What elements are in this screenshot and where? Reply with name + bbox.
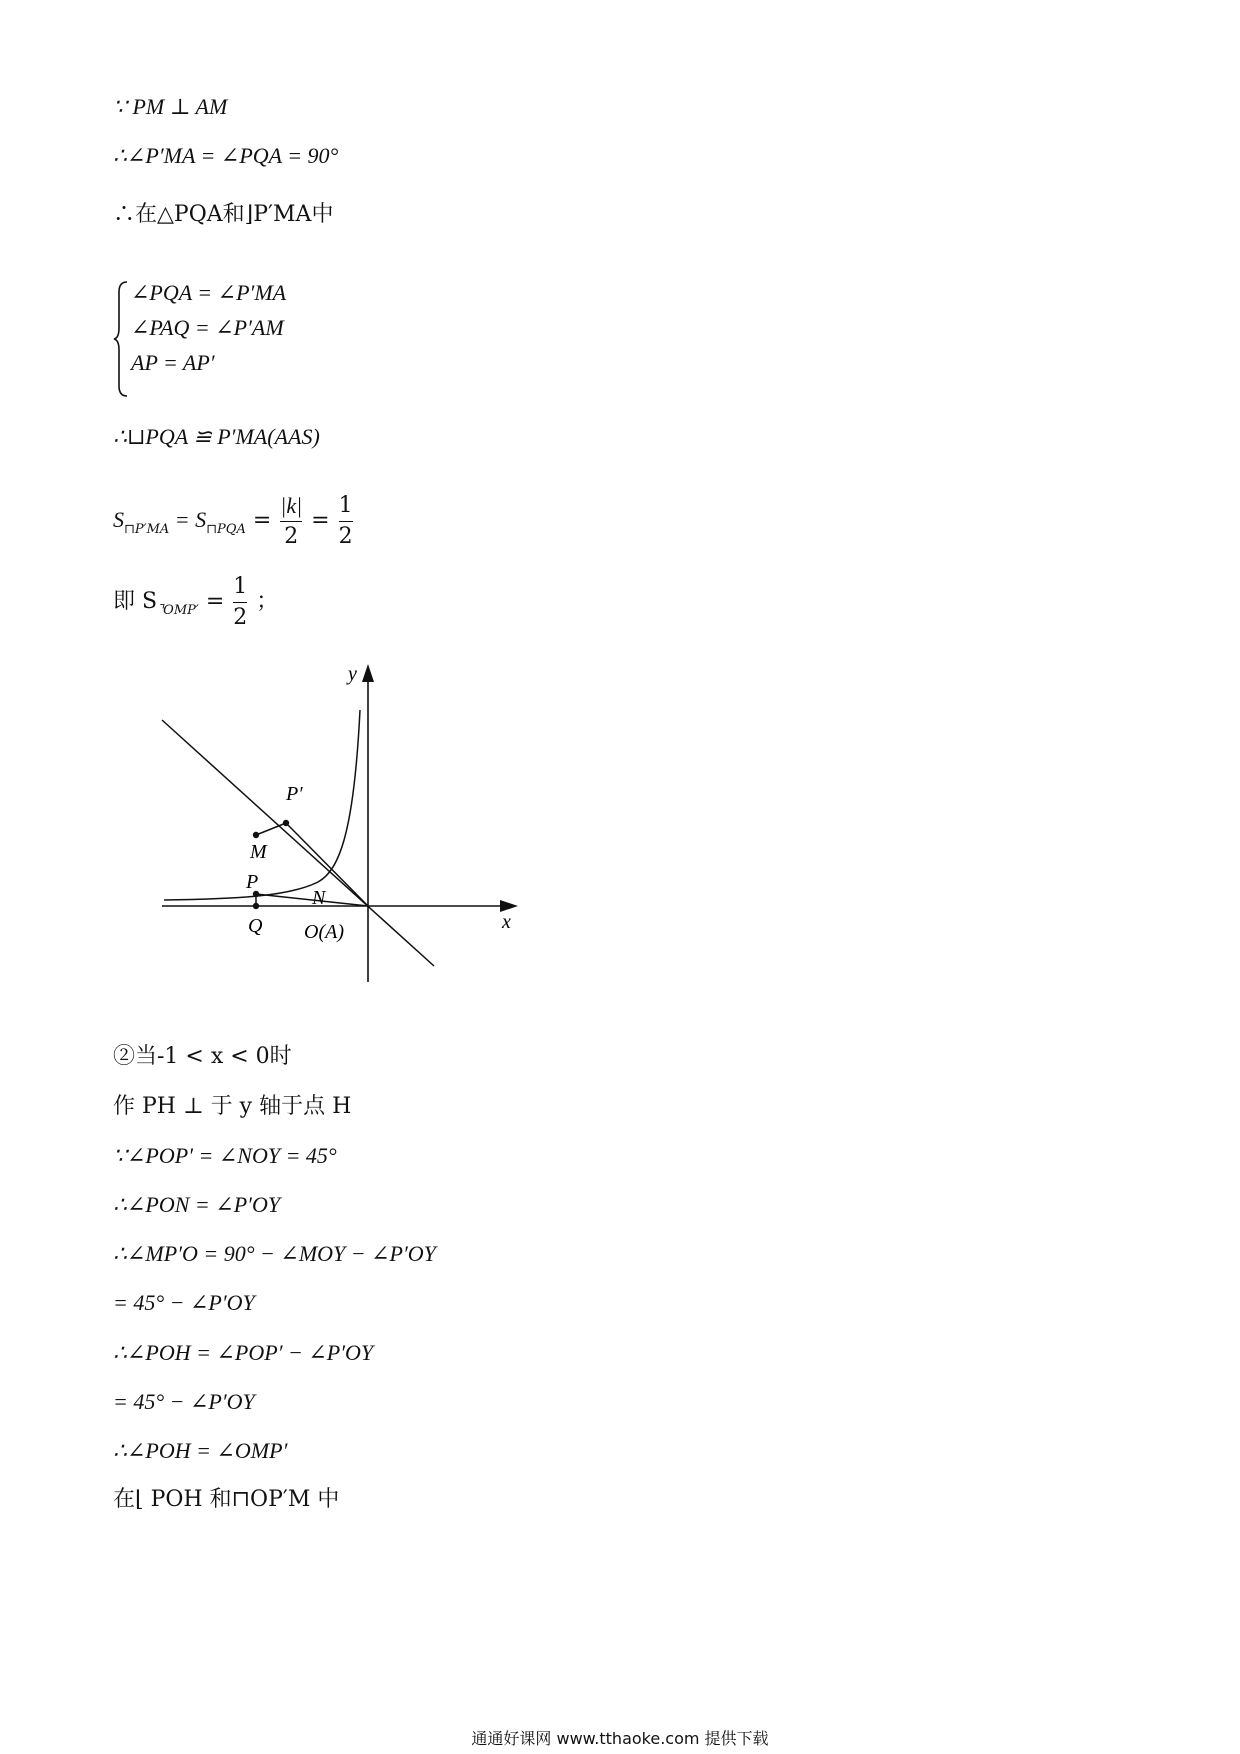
label-q: Q [248, 915, 263, 937]
condition-side-ap: AP = AP′ [131, 350, 215, 375]
fraction-one-half-2: $\frac{1}{2}$ [233, 573, 248, 630]
left-brace-icon [113, 280, 129, 398]
label-p-prime: P′ [286, 783, 303, 805]
condition-angle-pqa: ∠PQA = ∠P′MA [131, 280, 287, 305]
line-case-2: ②当-1 < x < 0时 [113, 1044, 292, 1069]
line-construct-ph: 作 PH ⊥ 于 y 轴于点 H [113, 1094, 352, 1119]
label-p: P [246, 871, 259, 893]
line-equals-45: = 45° − ∠P′OY [113, 1290, 255, 1315]
fraction-one-half: $\frac{1}{2}$ [338, 492, 353, 549]
line-poh-equals-omp: ∴∠POH = ∠OMP′ [113, 1438, 288, 1463]
point-p-prime [283, 820, 289, 826]
label-origin-a: O(A) [304, 921, 344, 943]
line-equals-45-2: = 45° − ∠P′OY [113, 1389, 255, 1414]
congruence-conditions [113, 280, 513, 398]
line-angles-90: ∴∠P′MA = ∠PQA = 90° [113, 143, 339, 168]
footer-source: 通通好课网 www.tthaoke.com 提供下载 [471, 1729, 769, 1748]
line-angle-pon: ∴∠PON = ∠P′OY [113, 1192, 281, 1217]
label-x: x [502, 911, 511, 933]
fraction-k-over-2: $\frac{|k|}{2}$ [280, 492, 303, 549]
coordinate-figure [150, 660, 530, 1000]
label-m: M [250, 841, 267, 863]
line-in-poh-op-m: 在⌊ POH 和⊓OP′M 中 [113, 1487, 340, 1512]
point-m [253, 832, 259, 838]
line-area-equation: $S_{⊓P'MA} = S_{⊓PQA}$ = $\frac{|k|}{2}$ = $\frac{1}{2}$ [113, 492, 353, 549]
line-in-triangles: ∴在△PQA和⌋P′MA中 [113, 202, 334, 227]
line-angle-pop-prime: ∵∠POP′ = ∠NOY = 45° [113, 1143, 337, 1168]
label-y: y [348, 663, 357, 685]
point-q [253, 903, 259, 909]
condition-angle-paq: ∠PAQ = ∠P′AM [131, 315, 284, 340]
line-congruent-aas: ∴⊔PQA ≌ P′MA(AAS) [113, 424, 320, 449]
label-n: N [312, 887, 326, 909]
segment-p-prime-o [286, 823, 368, 906]
line-area-omp: 即 $S_{⌝OMP'}$ = $\frac{1}{2}$ ； [113, 573, 279, 630]
line-angle-poh: ∴∠POH = ∠POP′ − ∠P′OY [113, 1340, 374, 1365]
line-pm-perp-am: ∵ PM ⊥ AM [113, 94, 228, 119]
line-through-origin [162, 720, 434, 966]
line-angle-mp-prime-o: ∴∠MP′O = 90° − ∠MOY − ∠P′OY [113, 1241, 436, 1266]
y-axis-arrow-icon [362, 664, 374, 682]
